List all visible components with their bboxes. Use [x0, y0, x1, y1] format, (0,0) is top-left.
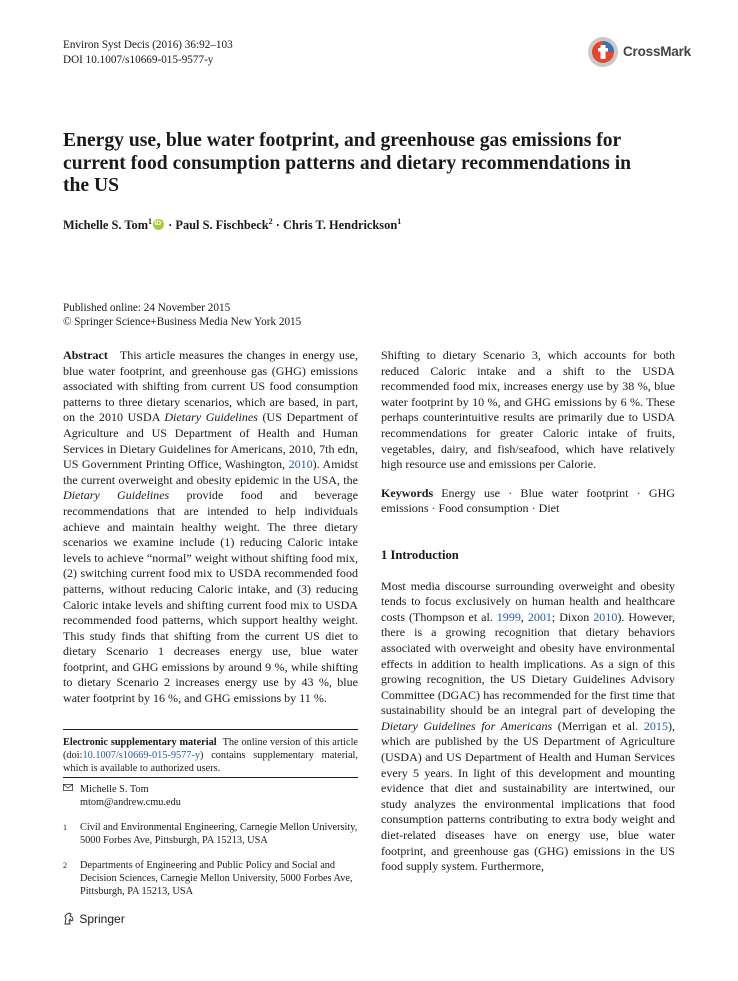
publisher-footer — [63, 912, 125, 926]
crossmark-icon — [587, 36, 619, 68]
author-footnotes — [63, 783, 358, 910]
affiliation — [63, 821, 358, 847]
keywords-label: Keywords — [381, 485, 434, 500]
introduction-paragraph: Most media discourse surrounding overweight and obesity tends to focus exclusively on human health and healthcare costs (Thompson et al. 1999, 2001; Dixon 2010). However, there is a growing recognition that dietary behaviors associated with overweight and obesity have environmental effects in addition to health implications. As a sign of this growing recognition, the US Dietary Guidelines Advisory Committee (DGAC) has recommended for the first time that sustainability should be an integral part of developing the Dietary Guidelines for Americans (Merrigan et al. 2015), which are published by the US Department of Agriculture (USDA) and US Department of Health and Human Services every 5 years. In light of this development and mounting evidence that diet and sustainability are intertwined, our study analyzes the environmental implications that food consumption patterns contributing to extra body weight and diet-related diseases have on energy use, blue water footprint, and greenhouse gas (GHG) emissions in the US food supply system. Furthermore, — [381, 578, 675, 874]
affiliation — [63, 859, 358, 898]
citation-link[interactable]: 2001 — [527, 609, 552, 624]
author-name: Paul S. Fischbeck — [175, 218, 269, 233]
right-column — [381, 348, 675, 875]
author-separator: · — [275, 218, 280, 233]
doi: DOI 10.1007/s10669-015-9577-y — [63, 54, 214, 66]
author-separator: · — [168, 218, 173, 233]
citation-link[interactable]: 2010 — [288, 457, 313, 472]
footnote-divider — [63, 777, 358, 778]
footnote-divider — [63, 729, 358, 730]
abstract-column-left — [63, 348, 358, 707]
citation-link[interactable]: 1999 — [496, 609, 521, 624]
correspondence-name: Michelle S. Tom — [80, 784, 149, 795]
springer-horse-icon — [63, 912, 75, 925]
correspondence — [63, 783, 358, 809]
author-list — [63, 217, 401, 233]
author-name: Michelle S. Tom — [63, 218, 149, 233]
copyright-line: © Springer Science+Business Media New York 2015 — [63, 316, 302, 328]
abstract: Abstract This article measures the changes in energy use, blue water footprint, and greenhouse gas (GHG) emissions associated with shifting from current US food consumption patterns to three dietary scenarios, which are based, in part, on the 2010 USDA Dietary Guidelines (US Department of Agriculture and US Department of Health and Human Services in Dietary Guidelines for Americans, 2010, 7th edn, US Government Printing Office, Washington, 2010). Amidst the current overweight and obesity epidemic in the USA, the Dietary Guidelines provide food and beverage recommendations that are intended to help individuals achieve and maintain healthy weight. The three dietary scenarios we examine include (1) reducing Caloric intake levels to achieve “normal” weight without shifting food mix, (2) switching current food mix to USDA recommended food patterns, without reducing Caloric intake, and (3) reducing Caloric intake levels and shifting current food mix to USDA recommended food patterns, which support healthy weight. This study finds that shifting from the current US diet to dietary Scenario 1 decreases energy use, blue water footprint, and GHG emissions by around 9 %, while shifting to dietary Scenario 2 increases energy use by 43 %, blue water footprint by 16 %, and GHG emissions by 11 %. — [63, 348, 358, 706]
citation-link[interactable]: 2015 — [643, 718, 668, 733]
affiliation-text: Departments of Engineering and Public Policy and Social and Decision Sciences, Carnegie Mellon University, 5000 Forbes Ave, Pittsburgh, PA 15213, USA — [80, 860, 353, 897]
envelope-icon — [63, 784, 73, 791]
author-affiliation-mark: 1 — [148, 217, 153, 226]
section-heading-introduction: 1 Introduction — [381, 547, 459, 562]
orcid-icon[interactable] — [153, 219, 164, 230]
abstract-label: Abstract — [63, 348, 108, 362]
affiliation-text: Civil and Environmental Engineering, Carnegie Mellon University, 5000 Forbes Ave, Pittsburgh, PA 15213, USA — [80, 822, 358, 846]
publication-info — [63, 301, 301, 329]
supplementary-material-note: Electronic supplementary material The online version of this article (doi:10.1007/s10669-015-9577-y) contains supplementary material, which is available to authorized users. — [63, 737, 358, 774]
esm-label: Electronic supplementary material — [63, 737, 217, 748]
correspondence-email[interactable]: mtom@andrew.cmu.edu — [80, 797, 181, 808]
publisher-name: Springer — [79, 912, 125, 926]
article-title: Energy use, blue water footprint, and greenhouse gas emissions for current food consumption patterns and dietary recommendations in the US — [63, 130, 632, 196]
journal-citation: Environ Syst Decis (2016) 36:92–103 — [63, 39, 233, 51]
abstract-continued: Shifting to dietary Scenario 3, which accounts for both reduced Caloric intake and a shift to the USDA recommended food mix, increases energy use by 38 %, blue water footprint by 10 %, and GHG emissions by 6 %. These perhaps counterintuitive results are primarily due to USDA recommendations for greater Caloric intake of fruits, vegetables, dairy, and fish/seafood, which have relatively high resource use and emissions per Calorie. — [381, 348, 675, 472]
crossmark-badge[interactable] — [587, 36, 691, 68]
keywords-text: Energy use · Blue water footprint · GHG emissions · Food consumption · Diet — [381, 485, 675, 516]
published-date: Published online: 24 November 2015 — [63, 302, 231, 314]
author-affiliation-mark: 1 — [397, 217, 402, 226]
running-header — [63, 38, 233, 68]
citation-link[interactable]: 2010 — [593, 609, 618, 624]
affiliation-mark: 2 — [63, 861, 67, 870]
doi-link[interactable]: 10.1007/s10669-015-9577-y — [82, 750, 201, 761]
affiliation-mark: 1 — [63, 823, 67, 832]
author-name: Chris T. Hendrickson — [283, 218, 398, 233]
author-affiliation-mark: 2 — [268, 217, 273, 226]
keywords — [381, 486, 675, 517]
crossmark-label: CrossMark — [623, 44, 691, 59]
